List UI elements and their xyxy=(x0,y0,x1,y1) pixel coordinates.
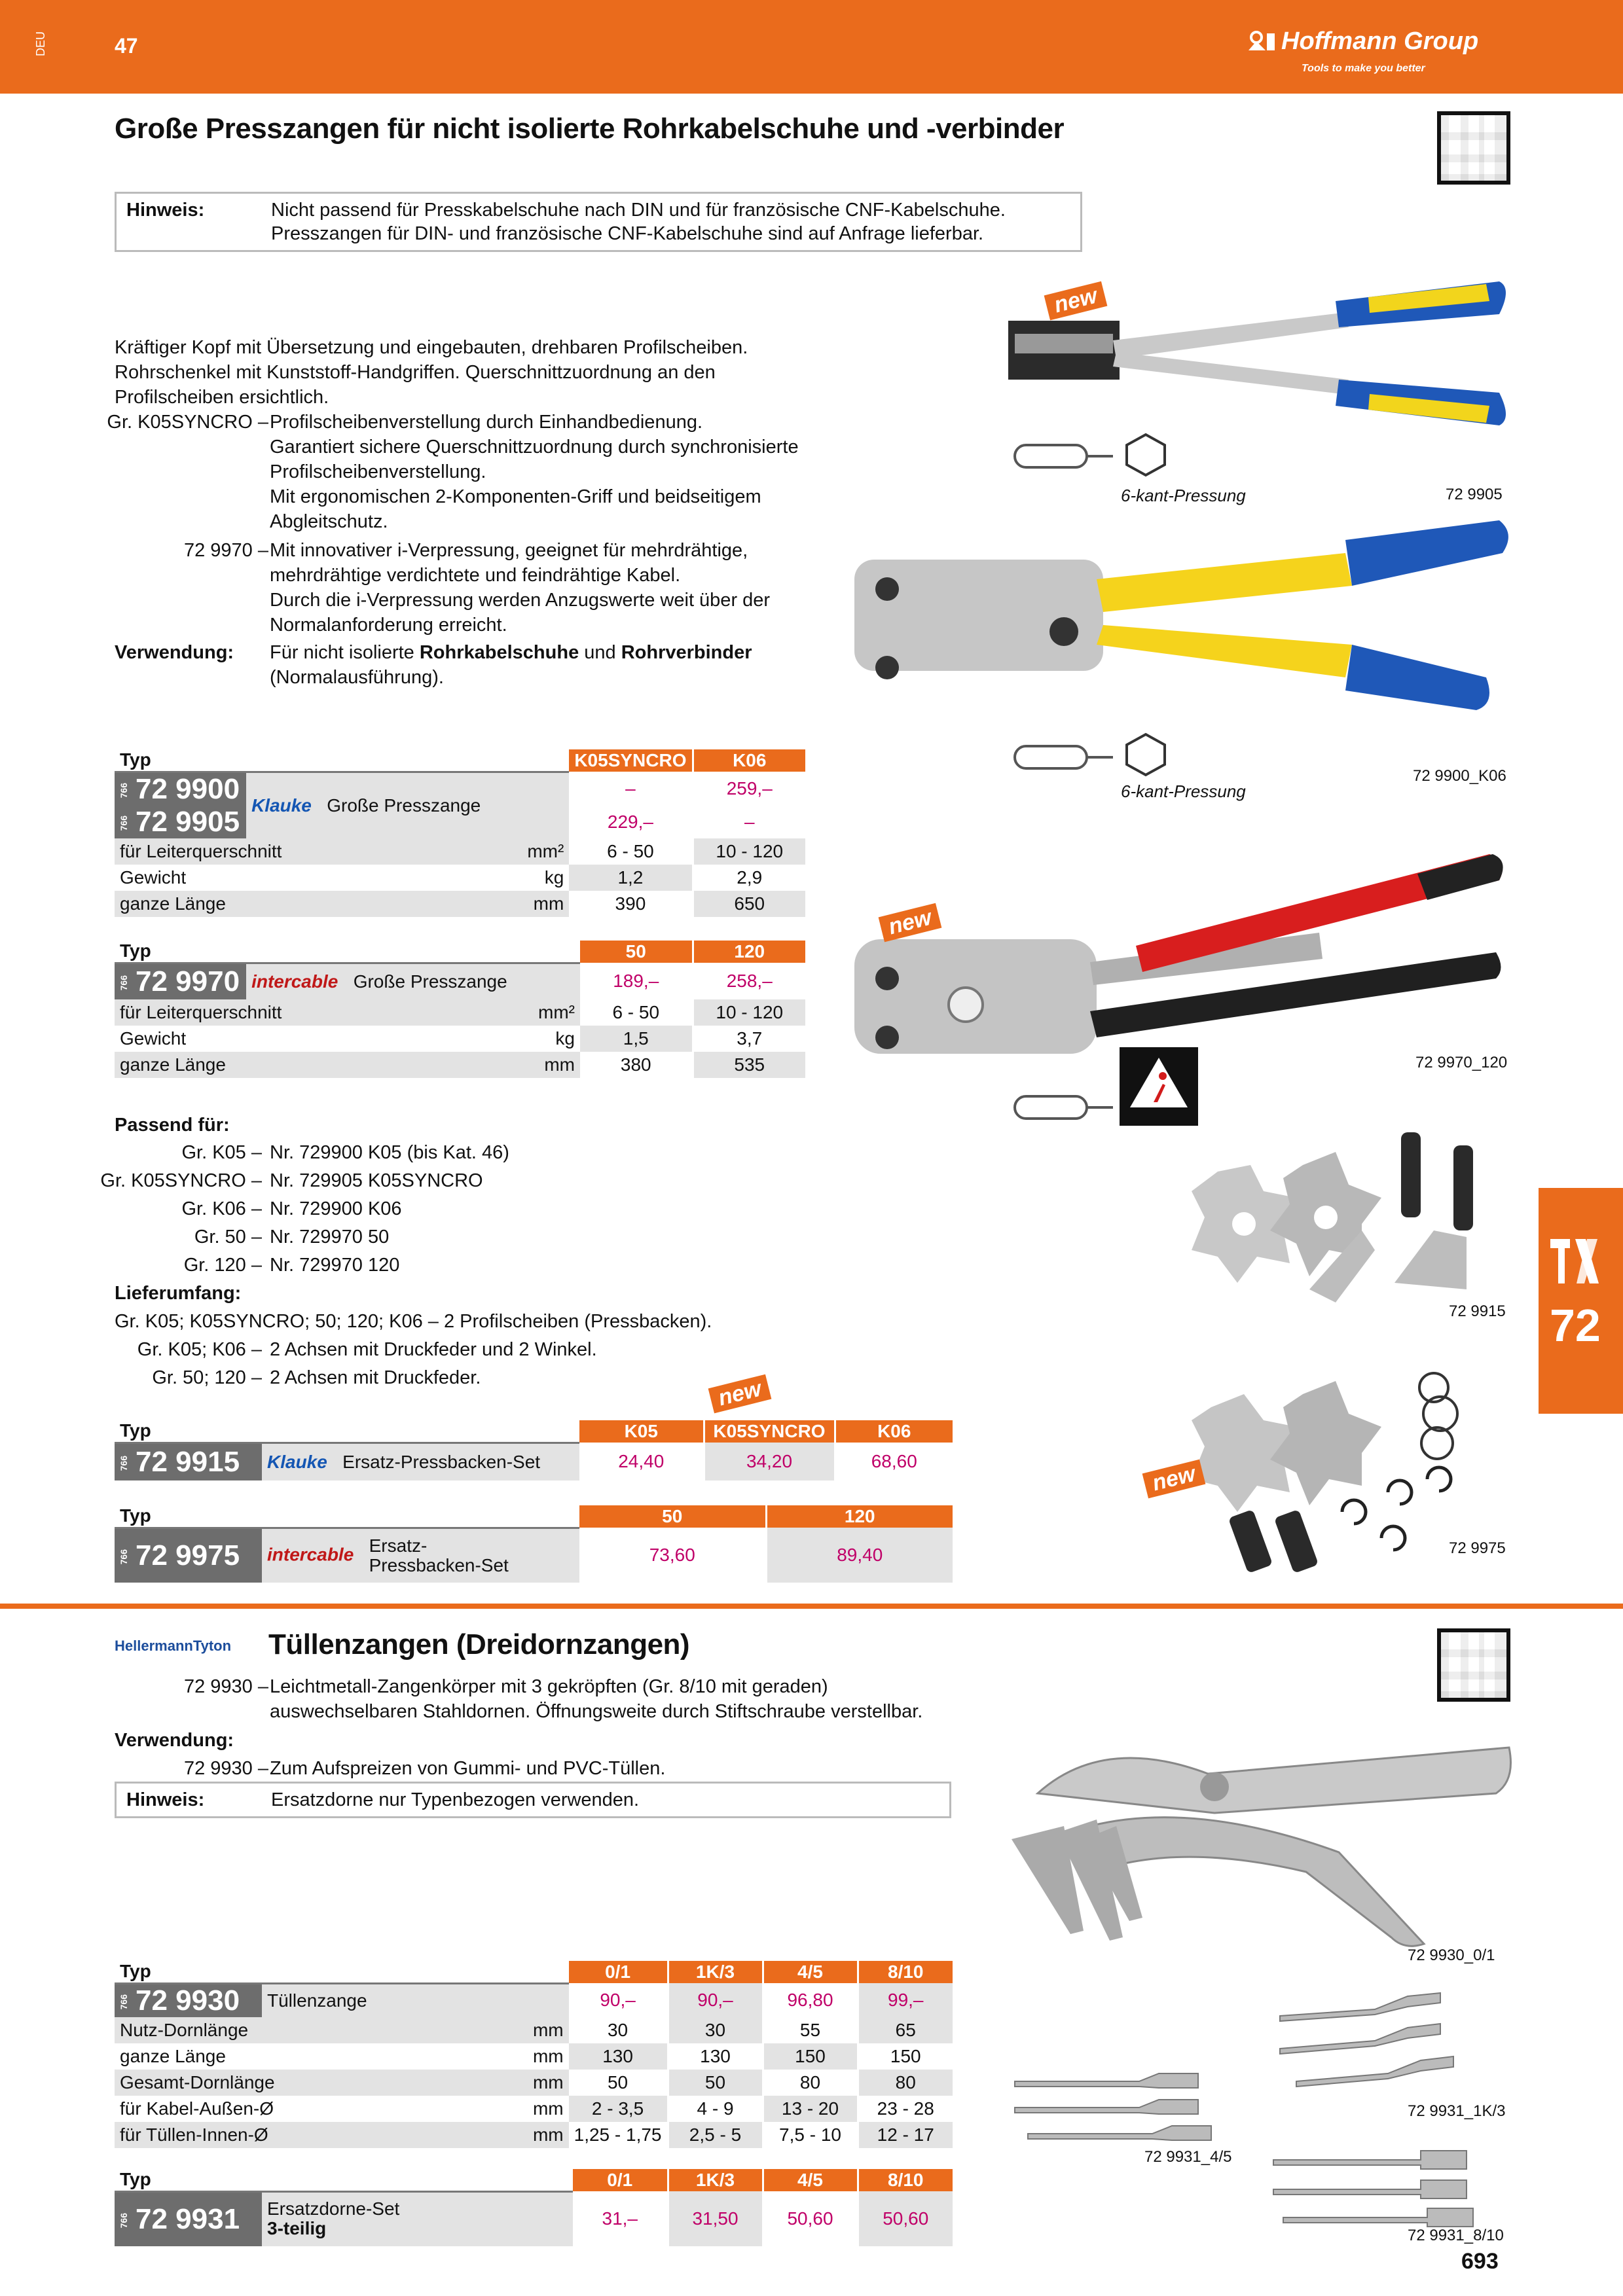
price: 90,– xyxy=(569,1983,668,2017)
article-number: 766 72 9970 xyxy=(115,963,246,999)
use-bold-1: Rohrkabelschuhe xyxy=(419,642,579,663)
spec-value: 6 - 50 xyxy=(580,999,693,1026)
section-2-title: Tüllenzangen (Dreidornzangen) xyxy=(268,1628,690,1660)
use-pre: Für nicht isolierte xyxy=(270,642,420,663)
s2-line: Leichtmetall-Zangenkörper mit 3 gekröpften (Gr. 8/10 mit geraden) xyxy=(270,1676,828,1697)
spec-value: 130 xyxy=(569,2043,668,2070)
product-name xyxy=(262,2191,573,2246)
article-number-text: 72 9905 xyxy=(136,805,240,838)
s2-line: auswechselbaren Stahldornen. Öffnungsweite durch Stiftschraube verstellbar. xyxy=(270,1701,923,1722)
product-name-line: Ersatzdorne-Set xyxy=(267,2198,400,2219)
col-header: 50 xyxy=(579,1505,766,1528)
scope-key: Gr. 50; 120 – xyxy=(152,1367,262,1388)
chapter-number: 72 xyxy=(1550,1300,1601,1351)
feature-1-line: Garantiert sichere Querschnittzuordnung durch synchronisierte xyxy=(270,437,799,457)
spec-value: 380 xyxy=(580,1052,693,1078)
spec-value: 10 - 120 xyxy=(693,838,805,865)
mandrel-set-image-4-5 xyxy=(1008,2068,1244,2153)
caption-729900: 72 9900_K06 xyxy=(1413,767,1506,785)
price: 229,– xyxy=(569,806,693,838)
cable-lug-icon xyxy=(1012,439,1116,474)
product-name-cell xyxy=(262,1528,579,1583)
col-header: 120 xyxy=(766,1505,953,1528)
article-number-text: 72 9900 xyxy=(136,772,240,805)
product-name-cell xyxy=(246,772,569,838)
spec-value: 50 xyxy=(668,2070,763,2096)
spec-value: 1,2 xyxy=(569,865,693,891)
spec-unit: mm xyxy=(532,2046,564,2066)
col-header: K06 xyxy=(835,1420,953,1443)
article-number: 766 72 9915 xyxy=(115,1443,262,1480)
product-name: Große Presszange xyxy=(327,795,481,816)
use-label: Verwendung: xyxy=(115,642,234,663)
brand-text: HellermannTyton xyxy=(115,1638,232,1654)
feature-1-line: Abgleitschutz. xyxy=(270,511,388,532)
fit-key: Gr. K06 – xyxy=(181,1198,262,1219)
spec-value: 6 - 50 xyxy=(569,838,693,865)
fit-label: Passend für: xyxy=(115,1115,230,1136)
spec-value: 10 - 120 xyxy=(693,999,805,1026)
use-bold-2: Rohrverbinder xyxy=(621,642,752,663)
caption-729970: 72 9970_120 xyxy=(1415,1054,1508,1071)
col-header: 120 xyxy=(693,941,805,963)
table-729930 xyxy=(115,1961,953,2148)
spec-value: 65 xyxy=(858,2017,953,2043)
note-line-1: Nicht passend für Presskabelschuhe nach DIN und für französische CNF-Kabelschuhe. xyxy=(271,200,1006,221)
spec-label: ganze Länge xyxy=(120,2046,226,2066)
brand-klauke: Klauke xyxy=(267,1451,327,1472)
language-label: DEU xyxy=(34,31,47,57)
pliers-icon xyxy=(1546,1235,1605,1287)
col-header: 50 xyxy=(580,941,693,963)
product-name-cell xyxy=(246,963,580,999)
col-header: 0/1 xyxy=(573,2169,668,2191)
spec-value: 23 - 28 xyxy=(858,2096,953,2122)
product-name-line: Pressbacken-Set xyxy=(369,1554,509,1575)
caption-hex-2: 6-kant-Pressung xyxy=(1121,781,1246,801)
caption-729915: 72 9915 xyxy=(1449,1302,1506,1320)
price: 259,– xyxy=(693,772,805,806)
spec-unit: mm xyxy=(533,893,564,914)
feature-2-line: mehrdrähtige verdichtete und feindrähtige Kabel. xyxy=(270,565,681,586)
spec-label: für Kabel-Außen-Ø xyxy=(120,2098,274,2119)
spec-unit: mm² xyxy=(538,1002,575,1022)
scope-key: Gr. K05; K06 – xyxy=(137,1339,262,1360)
feature-2-line: Normalanforderung erreicht. xyxy=(270,615,507,636)
product-name xyxy=(369,1536,509,1575)
spec-unit: mm xyxy=(532,2125,564,2145)
price: 68,60 xyxy=(835,1443,953,1480)
feature-1-line: Mit ergonomischen 2-Komponenten-Griff und beidseitigem xyxy=(270,486,761,507)
caption-hex-1: 6-kant-Pressung xyxy=(1121,486,1246,505)
s2-note-text: Ersatzdorne nur Typenbezogen verwenden. xyxy=(271,1789,640,1810)
spec-value: 130 xyxy=(668,2043,763,2070)
s2-note-label: Hinweis: xyxy=(126,1789,205,1810)
product-name-cell xyxy=(262,1443,579,1480)
qr-code-icon xyxy=(1437,111,1510,185)
spec-unit: kg xyxy=(555,1028,575,1049)
col-header: 8/10 xyxy=(858,2169,953,2191)
col-header: 4/5 xyxy=(763,1961,858,1983)
s2-key: 72 9930 – xyxy=(183,1676,268,1697)
article-number: 766 72 9975 xyxy=(115,1528,262,1583)
cable-lug-icon xyxy=(1012,1090,1116,1125)
col-header: K05SYNCRO xyxy=(704,1420,835,1443)
use-post: (Normalausführung). xyxy=(270,667,444,688)
spec-value: 2 - 3,5 xyxy=(569,2096,668,2122)
spec-value: 2,5 - 5 xyxy=(668,2122,763,2148)
fit-value: Nr. 729905 K05SYNCRO xyxy=(270,1170,483,1191)
logo-icon xyxy=(1247,29,1277,52)
hexagon-icon xyxy=(1123,432,1169,478)
desc-line-3: Profilscheiben ersichtlich. xyxy=(115,387,329,408)
s2-use-text: Zum Aufspreizen von Gummi- und PVC-Tüllen. xyxy=(270,1758,666,1779)
product-name: Tüllenzange xyxy=(267,1990,367,2011)
spec-value: 150 xyxy=(763,2043,858,2070)
scope-label: Lieferumfang: xyxy=(115,1283,242,1304)
price: 31,– xyxy=(573,2191,668,2246)
typ-label: Typ xyxy=(115,1505,579,1528)
price: 258,– xyxy=(693,963,805,999)
col-header: 1K/3 xyxy=(668,2169,763,2191)
typ-label: Typ xyxy=(115,1420,579,1443)
col-header: 4/5 xyxy=(763,2169,858,2191)
spec-value: 535 xyxy=(693,1052,805,1078)
caption-729931-8-10: 72 9931_8/10 xyxy=(1408,2227,1504,2244)
i-crimp-logo-icon xyxy=(1120,1047,1198,1126)
article-number-text: 72 9931 xyxy=(136,2202,240,2235)
page-number-top: 47 xyxy=(115,34,138,58)
scope-value: 2 Achsen mit Druckfeder und 2 Winkel. xyxy=(270,1339,597,1360)
article-number: 766 72 9931 xyxy=(115,2191,262,2246)
s2-use-label: Verwendung: xyxy=(115,1730,234,1751)
spare-parts-image-729975 xyxy=(1192,1348,1493,1584)
mandrel-set-image-8-10 xyxy=(1270,2147,1493,2232)
caption-729931-4-5: 72 9931_4/5 xyxy=(1144,2148,1232,2166)
feature-key-1: Gr. K05SYNCRO – xyxy=(107,412,268,433)
feature-2-line: Durch die i-Verpressung werden Anzugswerte weit über der xyxy=(270,590,771,611)
caption-729930: 72 9930_0/1 xyxy=(1408,1946,1495,1964)
caption-729931-1k-3: 72 9931_1K/3 xyxy=(1408,2102,1506,2120)
spec-label: für Tüllen-Innen-Ø xyxy=(120,2125,268,2145)
mandrel-set-image-1k-3 xyxy=(1277,1964,1473,2094)
article-number: 766 72 9900 xyxy=(115,772,246,806)
price: 99,– xyxy=(858,1983,953,2017)
spec-value: 30 xyxy=(668,2017,763,2043)
price: – xyxy=(569,772,693,806)
grommet-pliers-image xyxy=(998,1721,1516,1957)
spec-value: 390 xyxy=(569,891,693,917)
typ-label: Typ xyxy=(115,941,580,963)
fit-key: Gr. 50 – xyxy=(194,1227,262,1247)
new-badge: new xyxy=(1142,1460,1206,1499)
note-label: Hinweis: xyxy=(126,200,205,221)
new-badge: new xyxy=(1044,281,1108,321)
logo-text: Hoffmann Group xyxy=(1281,27,1479,55)
tagline: Tools to make you better xyxy=(1302,63,1425,74)
spec-label: ganze Länge xyxy=(120,893,226,914)
table-729975 xyxy=(115,1505,953,1583)
new-badge: new xyxy=(879,903,942,942)
article-number-text: 72 9915 xyxy=(136,1445,240,1478)
spec-value: 13 - 20 xyxy=(763,2096,858,2122)
col-header: 8/10 xyxy=(858,1961,953,1983)
feature-key-2: 72 9970 – xyxy=(183,540,268,561)
caption-729975: 72 9975 xyxy=(1449,1539,1506,1557)
brand-hellermanntyton xyxy=(115,1638,231,1655)
scope-value: 2 Achsen mit Druckfeder. xyxy=(270,1367,481,1388)
price: 89,40 xyxy=(766,1528,953,1583)
spec-value: 55 xyxy=(763,2017,858,2043)
fit-key: Gr. K05 – xyxy=(181,1142,262,1163)
spec-label: Nutz-Dornlänge xyxy=(120,2020,249,2040)
price: 50,60 xyxy=(858,2191,953,2246)
desc-line-1: Kräftiger Kopf mit Übersetzung und eingebauten, drehbaren Profilscheiben. xyxy=(115,337,748,358)
note-box xyxy=(115,192,1082,252)
use-mid: und xyxy=(579,642,621,663)
fit-value: Nr. 729970 120 xyxy=(270,1255,400,1276)
note-line-2: Presszangen für DIN- und französische CNF-Kabelschuhe sind auf Anfrage lieferbar. xyxy=(271,223,984,244)
section-divider xyxy=(0,1604,1623,1609)
caption-729905: 72 9905 xyxy=(1446,486,1503,503)
col-header: K05 xyxy=(579,1420,704,1443)
spec-unit: kg xyxy=(544,867,564,888)
typ-label: Typ xyxy=(115,1961,569,1983)
fit-value: Nr. 729970 50 xyxy=(270,1227,390,1247)
section-title: Große Presszangen für nicht isolierte Rohrkabelschuhe und -verbinder xyxy=(115,113,1065,145)
table-729915 xyxy=(115,1420,953,1480)
feature-1-line: Profilscheibenverstellung durch Einhandbedienung. xyxy=(270,412,703,433)
article-number-text: 72 9975 xyxy=(136,1539,240,1571)
spec-unit: mm xyxy=(544,1054,575,1075)
article-number: 766 72 9905 xyxy=(115,806,246,838)
col-header: 0/1 xyxy=(569,1961,668,1983)
product-name-line: Ersatz- xyxy=(369,1535,428,1556)
brand-intercable: intercable xyxy=(251,971,338,992)
col-header: 1K/3 xyxy=(668,1961,763,1983)
product-name: Ersatz-Pressbacken-Set xyxy=(342,1451,541,1472)
price: 189,– xyxy=(580,963,693,999)
price: – xyxy=(693,806,805,838)
brand-logo xyxy=(1247,27,1478,56)
cable-lug-icon xyxy=(1012,740,1116,775)
table-729900 xyxy=(115,749,805,917)
price: 50,60 xyxy=(763,2191,858,2246)
spare-parts-image-729915 xyxy=(1192,1126,1480,1316)
price: 73,60 xyxy=(579,1528,766,1583)
product-name: Große Presszange xyxy=(353,971,507,992)
spec-unit: mm xyxy=(532,2072,564,2092)
price: 24,40 xyxy=(579,1443,704,1480)
spec-value: 650 xyxy=(693,891,805,917)
spec-value: 30 xyxy=(569,2017,668,2043)
price: 31,50 xyxy=(668,2191,763,2246)
spec-label: für Leiterquerschnitt xyxy=(120,840,282,861)
spec-value: 50 xyxy=(569,2070,668,2096)
table-729970 xyxy=(115,941,805,1078)
spec-value: 12 - 17 xyxy=(858,2122,953,2148)
hexagon-icon xyxy=(1123,732,1169,778)
spec-label: für Leiterquerschnitt xyxy=(120,1002,282,1022)
price: 90,– xyxy=(668,1983,763,2017)
price: 96,80 xyxy=(763,1983,858,2017)
fit-key: Gr. 120 – xyxy=(183,1255,262,1276)
desc-line-2: Rohrschenkel mit Kunststoff-Handgriffen. Querschnittzuordnung an den xyxy=(115,362,716,383)
spec-value: 80 xyxy=(763,2070,858,2096)
typ-label: Typ xyxy=(115,2169,573,2191)
price: 34,20 xyxy=(704,1443,835,1480)
qr-code-icon xyxy=(1437,1628,1510,1702)
spec-value: 7,5 - 10 xyxy=(763,2122,858,2148)
use-text xyxy=(270,640,752,665)
fit-key: Gr. K05SYNCRO – xyxy=(100,1170,262,1191)
scope-line: Gr. K05; K05SYNCRO; 50; 120; K06 – 2 Profilscheiben (Pressbacken). xyxy=(115,1311,712,1332)
spec-label: ganze Länge xyxy=(120,1054,226,1075)
crimp-tool-image-729900 xyxy=(848,514,1516,723)
feature-1-line: Profilscheibenverstellung. xyxy=(270,461,486,482)
spec-label: Gewicht xyxy=(120,1028,187,1049)
spec-value: 1,5 xyxy=(580,1026,693,1052)
spec-label: Gewicht xyxy=(120,867,187,888)
article-number-text: 72 9930 xyxy=(136,1984,240,2017)
article-number-text: 72 9970 xyxy=(136,965,240,997)
new-badge: new xyxy=(708,1374,772,1414)
s2-use-key: 72 9930 – xyxy=(183,1758,268,1779)
brand-intercable: intercable xyxy=(267,1544,354,1565)
table-729931 xyxy=(115,2169,953,2246)
spec-value: 80 xyxy=(858,2070,953,2096)
fit-value: Nr. 729900 K05 (bis Kat. 46) xyxy=(270,1142,509,1163)
spec-value: 4 - 9 xyxy=(668,2096,763,2122)
spec-value: 3,7 xyxy=(693,1026,805,1052)
spec-unit: mm² xyxy=(527,840,564,861)
col-header: K06 xyxy=(693,749,805,772)
col-header: K05SYNCRO xyxy=(569,749,693,772)
fit-value: Nr. 729900 K06 xyxy=(270,1198,402,1219)
brand-klauke: Klauke xyxy=(251,795,312,816)
s2-note-box xyxy=(115,1782,951,1818)
spec-label: Gesamt-Dornlänge xyxy=(120,2072,275,2092)
spec-unit: mm xyxy=(532,2020,564,2040)
article-number: 766 72 9930 xyxy=(115,1983,262,2017)
page-number-bottom: 693 xyxy=(1461,2249,1499,2274)
spec-value: 1,25 - 1,75 xyxy=(569,2122,668,2148)
typ-label: Typ xyxy=(115,749,569,772)
spec-value: 2,9 xyxy=(693,865,805,891)
feature-2-line: Mit innovativer i-Verpressung, geeignet für mehrdrähtige, xyxy=(270,540,748,561)
spec-unit: mm xyxy=(532,2098,564,2119)
spec-value: 150 xyxy=(858,2043,953,2070)
product-name-line: 3-teilig xyxy=(267,2218,327,2239)
